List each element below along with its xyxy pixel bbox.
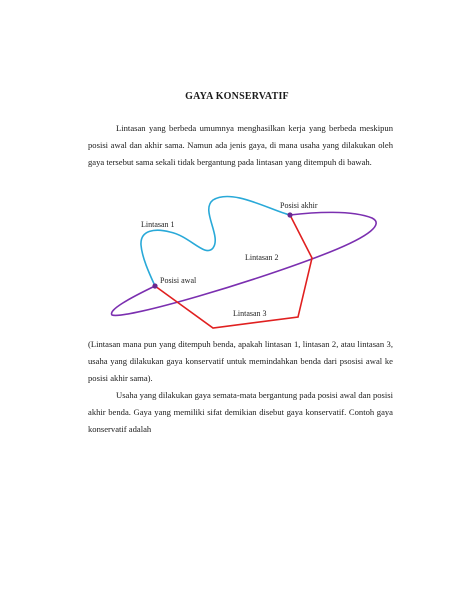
paragraph-definition: Usaha yang dilakukan gaya semata-mata bergantung pada posisi awal dan posisi akhir benda. Gaya yang memiliki sifat demikian disebut gaya konservatif. Contoh gaya konservatif adalah [88, 390, 393, 434]
label-lintasan3: Lintasan 3 [233, 309, 267, 318]
paragraph-explanation: (Lintasan mana pun yang ditempuh benda, apakah lintasan 1, lintasan 2, atau lintasan 3, usaha yang dilakukan gaya konservatif untuk memindahkan benda dari psosisi awal ke posisi akhir sama). [88, 339, 393, 383]
label-posisi-awal: Posisi awal [160, 276, 197, 285]
path-diagram [0, 180, 474, 340]
label-lintasan2: Lintasan 2 [245, 253, 279, 262]
page-title: GAYA KONSERVATIF [185, 91, 289, 102]
posisi-awal-point [152, 283, 157, 288]
label-lintasan1: Lintasan 1 [141, 220, 175, 229]
paragraph-intro: Lintasan yang berbeda umumnya menghasilkan kerja yang berbeda meskipun posisi awal dan akhir sama. Namun ada jenis gaya, di mana usaha yang dilakukan oleh gaya tersebut sama sekali tidak bergantung pada lintasan yang ditempuh di bawah. [88, 123, 393, 167]
label-posisi-akhir: Posisi akhir [280, 201, 318, 210]
posisi-akhir-point [287, 212, 292, 217]
lintasan1-path [141, 196, 290, 286]
